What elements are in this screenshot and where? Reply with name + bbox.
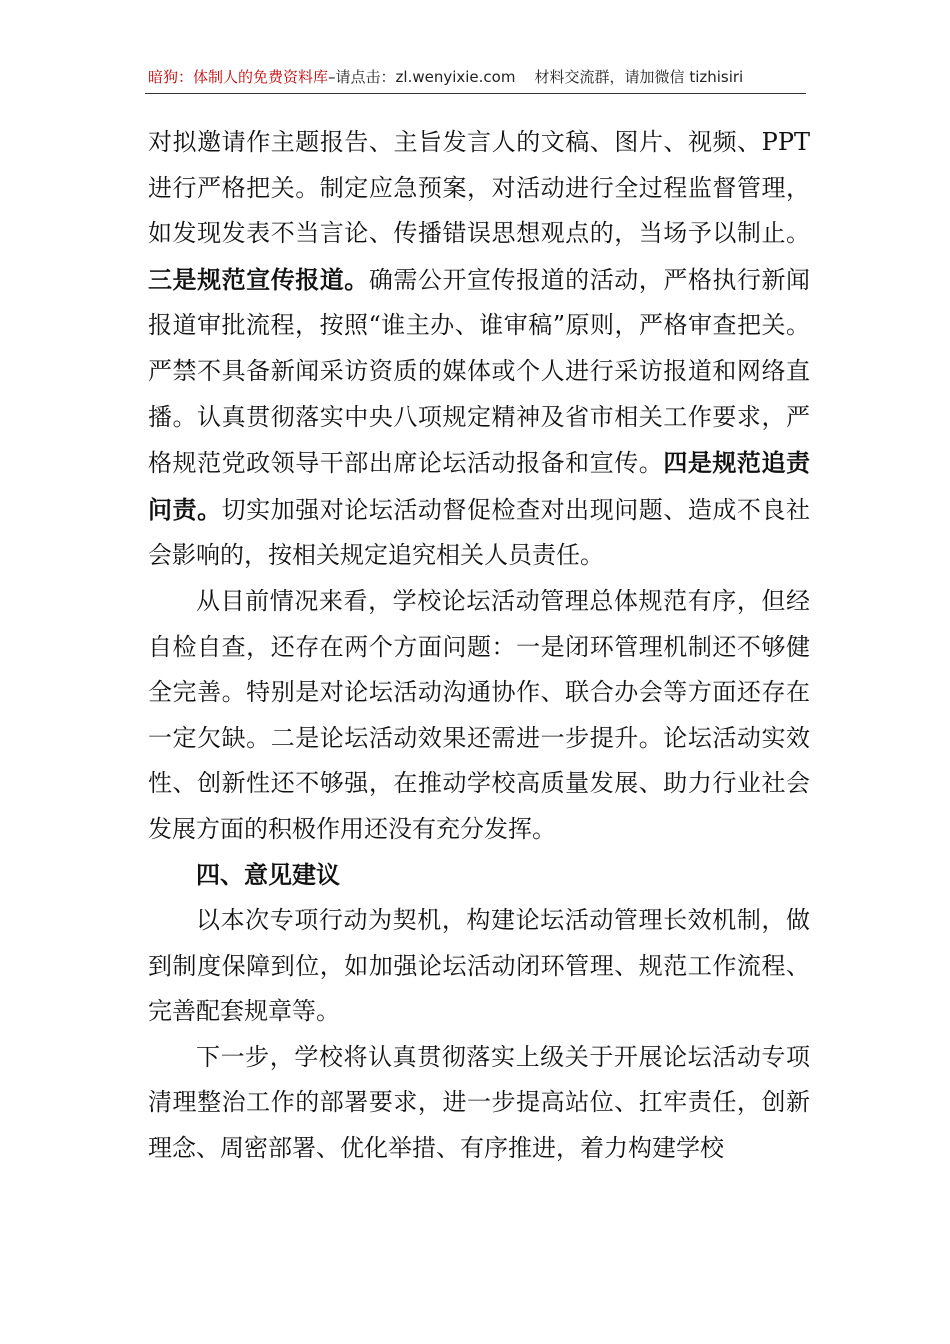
- paragraph-1-text-1: 对拟邀请作主题报告、主旨发言人的文稿、图片、视频、PPT进行严格把关。制定应急预案，对活动进行全过程监督管理，如发现发表不当言论、传播错误思想观点的，当场予以制止。: [148, 128, 810, 248]
- paragraph-1-text-3: 切实加强对论坛活动督促检查对出现问题、造成不良社会影响的，按相关规定追究相关人员责任。: [148, 495, 811, 570]
- page-header: [148, 66, 808, 88]
- header-contact: 材料交流群，请加微信 tizhisiri: [534, 68, 744, 86]
- paragraph-1-text-2: 确需公开宣传报道的活动，严格执行新闻报道审批流程，按照“谁主办、谁审稿”原则，严格审查把关。严禁不具备新闻采访资质的媒体或个人进行采访报道和网络直播。认真贯彻落实中央八项规定精神及省市相关工作要求，严格规范党政领导干部出席论坛活动报备和宣传。: [148, 265, 811, 478]
- header-url-link[interactable]: zl.wenyixie.com: [395, 68, 516, 86]
- paragraph-2: 从目前情况来看，学校论坛活动管理总体规范有序，但经自检自查，还存在两个方面问题：一是闭环管理机制还不够健全完善。特别是对论坛活动沟通协作、联合办会等方面还存在一定欠缺。二是论坛活动效果还需进一步提升。论坛活动实效性、创新性还不够强，在推动学校高质量发展、助力行业社会发展方面的积极作用还没有充分发挥。: [148, 586, 810, 843]
- paragraph-1: [148, 120, 810, 579]
- header-click-text: –请点击：: [328, 68, 396, 86]
- document-body: [148, 120, 810, 1172]
- section-heading-4: 四、意见建议: [196, 860, 340, 889]
- paragraph-1-bold-1: 三是规范宣传报道。: [148, 264, 369, 294]
- header-divider: [145, 93, 806, 94]
- paragraph-4: 下一步，学校将认真贯彻落实上级关于开展论坛活动专项清理整治工作的部署要求，进一步提高站位、扛牢责任，创新理念、周密部署、优化举措、有序推进，着力构建学校: [148, 1042, 810, 1163]
- paragraph-3: 以本次专项行动为契机，构建论坛活动管理长效机制，做到制度保障到位，如加强论坛活动闭环管理、规范工作流程、完善配套规章等。: [148, 906, 810, 1026]
- paragraph-1-bold-2: 四是规范追责问责。: [148, 448, 811, 524]
- header-brand: 暗狗：体制人的免费资料库: [148, 68, 329, 86]
